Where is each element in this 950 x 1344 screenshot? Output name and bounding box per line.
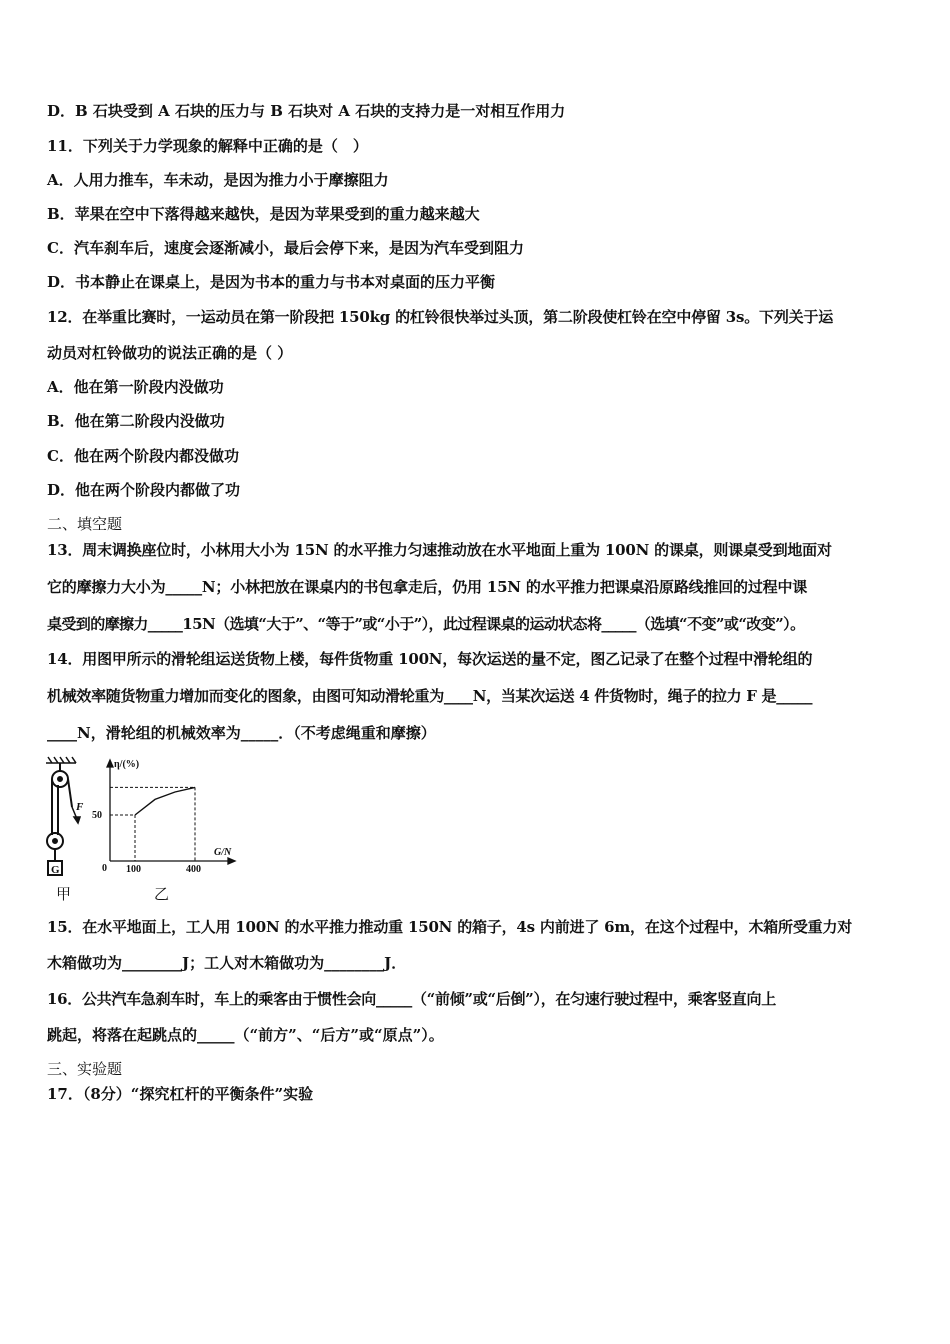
option-10-d: D．B 石块受到 A 石块的压力与 B 石块对 A 石块的支持力是一对相互作用力	[47, 102, 566, 120]
section-fill-blank: 二、填空题	[47, 515, 123, 533]
efficiency-curve	[135, 787, 195, 815]
y-axis-label: η/(%)	[114, 759, 140, 770]
question-14-line2: 机械效率随货物重力增加而变化的图象，由图可知动滑轮重为____N，当某次运送 4 件货物时，绳子的拉力 F 是_____	[47, 687, 813, 705]
question-14-line1: 14．用图甲所示的滑轮组运送货物上楼，每件货物重 100N，每次运送的量不定，图乙记录了在整个过程中滑轮组的	[47, 650, 813, 668]
x-tick-400: 400	[186, 864, 201, 875]
question-14-line3: ____N，滑轮组的机械效率为_____．（不考虑绳重和摩擦）	[47, 724, 436, 742]
question-11: 11．下列关于力学现象的解释中正确的是（ ）	[47, 137, 368, 155]
question-13-line1: 13．周末调换座位时，小林用大小为 15N 的水平推力匀速推动放在水平地面上重为 100N 的课桌，则课桌受到地面对	[47, 541, 832, 559]
figure-label-jia: 甲	[56, 885, 72, 903]
question-15-line2: 木箱做功为________J；工人对木箱做功为________J．	[47, 954, 407, 972]
question-12-line1: 12．在举重比赛时，一运动员在第一阶段把 150kg 的杠铃很快举过头顶，第二阶段使杠铃在空中停留 3s。下列关于运	[47, 308, 834, 326]
force-label: F	[76, 801, 84, 813]
question-16-line1: 16．公共汽车急刹车时，车上的乘客由于惯性会向_____（“前倾”或“后倒”），在匀速行驶过程中，乘客竖直向上	[47, 990, 776, 1008]
question-13-line3: 桌受到的摩擦力_____15N（选填“大于”、“等于”或“小于”），此过程课桌的运动状态将_____（选填“不变”或“改变”）。	[47, 615, 805, 633]
question-16-line2: 跳起，将落在起跳点的_____（“前方”、“后方”或“原点”）。	[47, 1026, 444, 1044]
option-12-d: D．他在两个阶段内都做了功	[47, 481, 241, 499]
figure-svg	[40, 755, 250, 905]
origin-label: 0	[102, 863, 107, 874]
block-label: G	[51, 864, 60, 876]
x-tick-100: 100	[126, 864, 141, 875]
option-12-a: A．他在第一阶段内没做功	[47, 378, 224, 396]
fixed-pulley-icon	[52, 763, 68, 787]
option-12-b: B．他在第二阶段内没做功	[47, 412, 225, 430]
option-11-d: D．书本静止在课桌上，是因为书本的重力与书本对桌面的压力平衡	[47, 273, 496, 291]
question-12-line2: 动员对杠铃做功的说法正确的是（ ）	[47, 344, 293, 362]
ceiling-icon	[46, 757, 76, 763]
question-17: 17．（8分）“探究杠杆的平衡条件”实验	[47, 1085, 314, 1103]
option-12-c: C．他在两个阶段内都没做功	[47, 447, 239, 465]
section-experiment: 三、实验题	[47, 1060, 123, 1078]
figure-label-yi: 乙	[154, 885, 170, 903]
figure-pulley-and-graph	[40, 755, 250, 905]
option-11-c: C．汽车刹车后，速度会逐渐减小，最后会停下来，是因为汽车受到阻力	[47, 239, 524, 257]
question-15-line1: 15．在水平地面上，工人用 100N 的水平推力推动重 150N 的箱子，4s 内前进了 6m，在这个过程中，木箱所受重力对	[47, 918, 853, 936]
x-axis-label: G/N	[214, 847, 232, 858]
graph-dashed-guides	[110, 787, 195, 861]
option-11-a: A．人用力推车，车未动，是因为推力小于摩擦阻力	[47, 171, 389, 189]
movable-pulley-icon	[47, 833, 63, 861]
y-tick-50: 50	[92, 810, 102, 821]
option-11-b: B．苹果在空中下落得越来越快，是因为苹果受到的重力越来越大	[47, 205, 480, 223]
question-13-line2: 它的摩擦力大小为_____N；小林把放在课桌内的书包拿走后，仍用 15N 的水平推力把课桌沿原路线推回的过程中课	[47, 578, 808, 596]
